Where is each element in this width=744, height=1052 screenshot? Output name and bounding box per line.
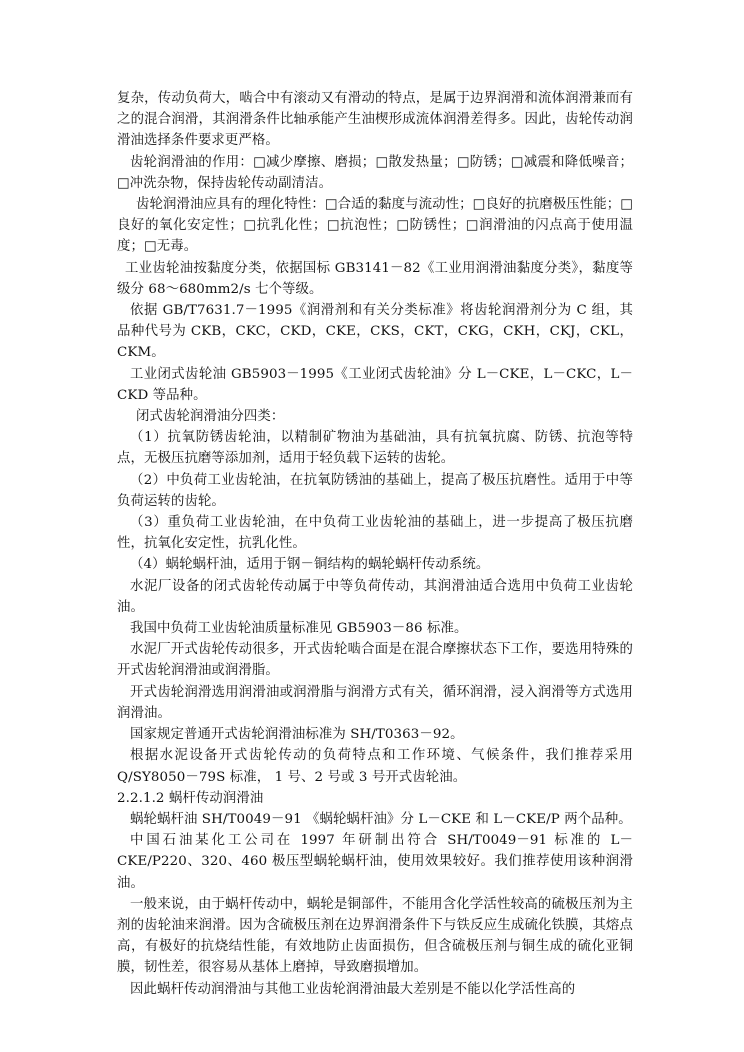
paragraph: 齿轮润滑油应具有的理化特性：□合适的黏度与流动性；□良好的抗磨极压性能；□良好的氧化安定性；□抗乳化性；□抗泡性；□防锈性；□润滑油的闪点高于使用温度；□无毒。	[117, 197, 633, 255]
paragraph: 我国中负荷工业齿轮油质量标准见 GB5903－86 标准。	[130, 621, 468, 637]
paragraph: 蜗轮蜗杆油 SH/T0049－91 《蜗轮蜗杆油》分 L－CKE 和 L－CKE/P 两个品种。	[130, 811, 632, 827]
paragraph: 水泥厂设备的闭式齿轮传动属于中等负荷传动，其润滑油适合选用中负荷工业齿轮油。	[117, 578, 633, 615]
paragraph: 国家规定普通开式齿轮润滑油标准为 SH/T0363－92。	[130, 727, 464, 743]
paragraph: 根据水泥设备开式齿轮传动的负荷特点和工作环境、气候条件，我们推荐采用 Q/SY8050－79S 标准， 1 号、2 号或 3 号开式齿轮油。	[117, 748, 633, 785]
paragraph: 复杂，传动负荷大，啮合中有滚动又有滑动的特点，是属于边界润滑和流体润滑兼而有之的混合润滑，其润滑条件比轴承能产生油楔形成流体润滑差得多。因此，齿轮传动润滑油选择条件要求更严格。	[117, 91, 633, 149]
paragraph: 依据 GB/T7631.7－1995《润滑剂和有关分类标准》将齿轮润滑剂分为 C 组，其品种代号为 CKB，CKC，CKD，CKE，CKS，CKT，CKG，CKH，CKJ，CKL，CKM。	[117, 303, 633, 361]
list-item: （1）抗氧防锈齿轮油，以精制矿物油为基础油，具有抗氧抗腐、防锈、抗泡等特点，无极压抗磨等添加剂，适用于轻负载下运转的齿轮。	[117, 430, 633, 467]
paragraph: 一般来说，由于蜗杆传动中，蜗轮是铜部件，不能用含化学活性较高的硫极压剂为主剂的齿轮油来润滑。因为含硫极压剂在边界润滑条件下与铁反应生成硫化铁膜，其熔点高，有极好的抗烧结性能，有效地防止齿面损伤，但含硫极压剂与铜生成的硫化亚铜膜，韧性差，很容易从基体上磨掉，导致磨损增加。	[117, 896, 633, 976]
paragraph: 中国石油某化工公司在 1997 年研制出符合 SH/T0049－91 标准的 L－CKE/P220、320、460 极压型蜗轮蜗杆油，使用效果较好。我们推荐使用该种润滑油。	[117, 833, 633, 891]
paragraph: 工业闭式齿轮油 GB5903－1995《工业闭式齿轮油》分 L－CKE，L－CKC，L－CKD 等品种。	[117, 366, 633, 403]
list-item: （2）中负荷工业齿轮油，在抗氧防锈油的基础上，提高了极压抗磨性。适用于中等负荷运转的齿轮。	[117, 472, 633, 509]
paragraph: 闭式齿轮润滑油分四类：	[136, 409, 285, 425]
section-heading: 2.2.1.2 蜗杆传动润滑油	[117, 790, 264, 806]
paragraph: 齿轮润滑油的作用：□减少摩擦、磨损；□散发热量；□防锈；□减震和降低噪音；□冲洗杂物，保持齿轮传动副清洁。	[117, 154, 633, 191]
paragraph: 水泥厂开式齿轮传动很多，开式齿轮啮合面是在混合摩擦状态下工作，要选用特殊的开式齿轮润滑油或润滑脂。	[117, 642, 633, 679]
list-item: （4）蜗轮蜗杆油，适用于钢－铜结构的蜗轮蜗杆传动系统。	[130, 557, 490, 573]
paragraph: 因此蜗杆传动润滑油与其他工业齿轮润滑油最大差别是不能以化学活性高的	[130, 981, 576, 997]
list-item: （3）重负荷工业齿轮油，在中负荷工业齿轮油的基础上，进一步提高了极压抗磨性，抗氧化安定性，抗乳化性。	[117, 515, 633, 552]
document-body	[117, 88, 633, 1000]
paragraph: 工业齿轮油按黏度分类，依据国标 GB3141－82《工业用润滑油黏度分类》，黏度等级分 68～680mm2/s 七个等级。	[117, 260, 633, 297]
paragraph: 开式齿轮润滑选用润滑油或润滑脂与润滑方式有关，循环润滑，浸入润滑等方式选用润滑油。	[117, 684, 633, 721]
